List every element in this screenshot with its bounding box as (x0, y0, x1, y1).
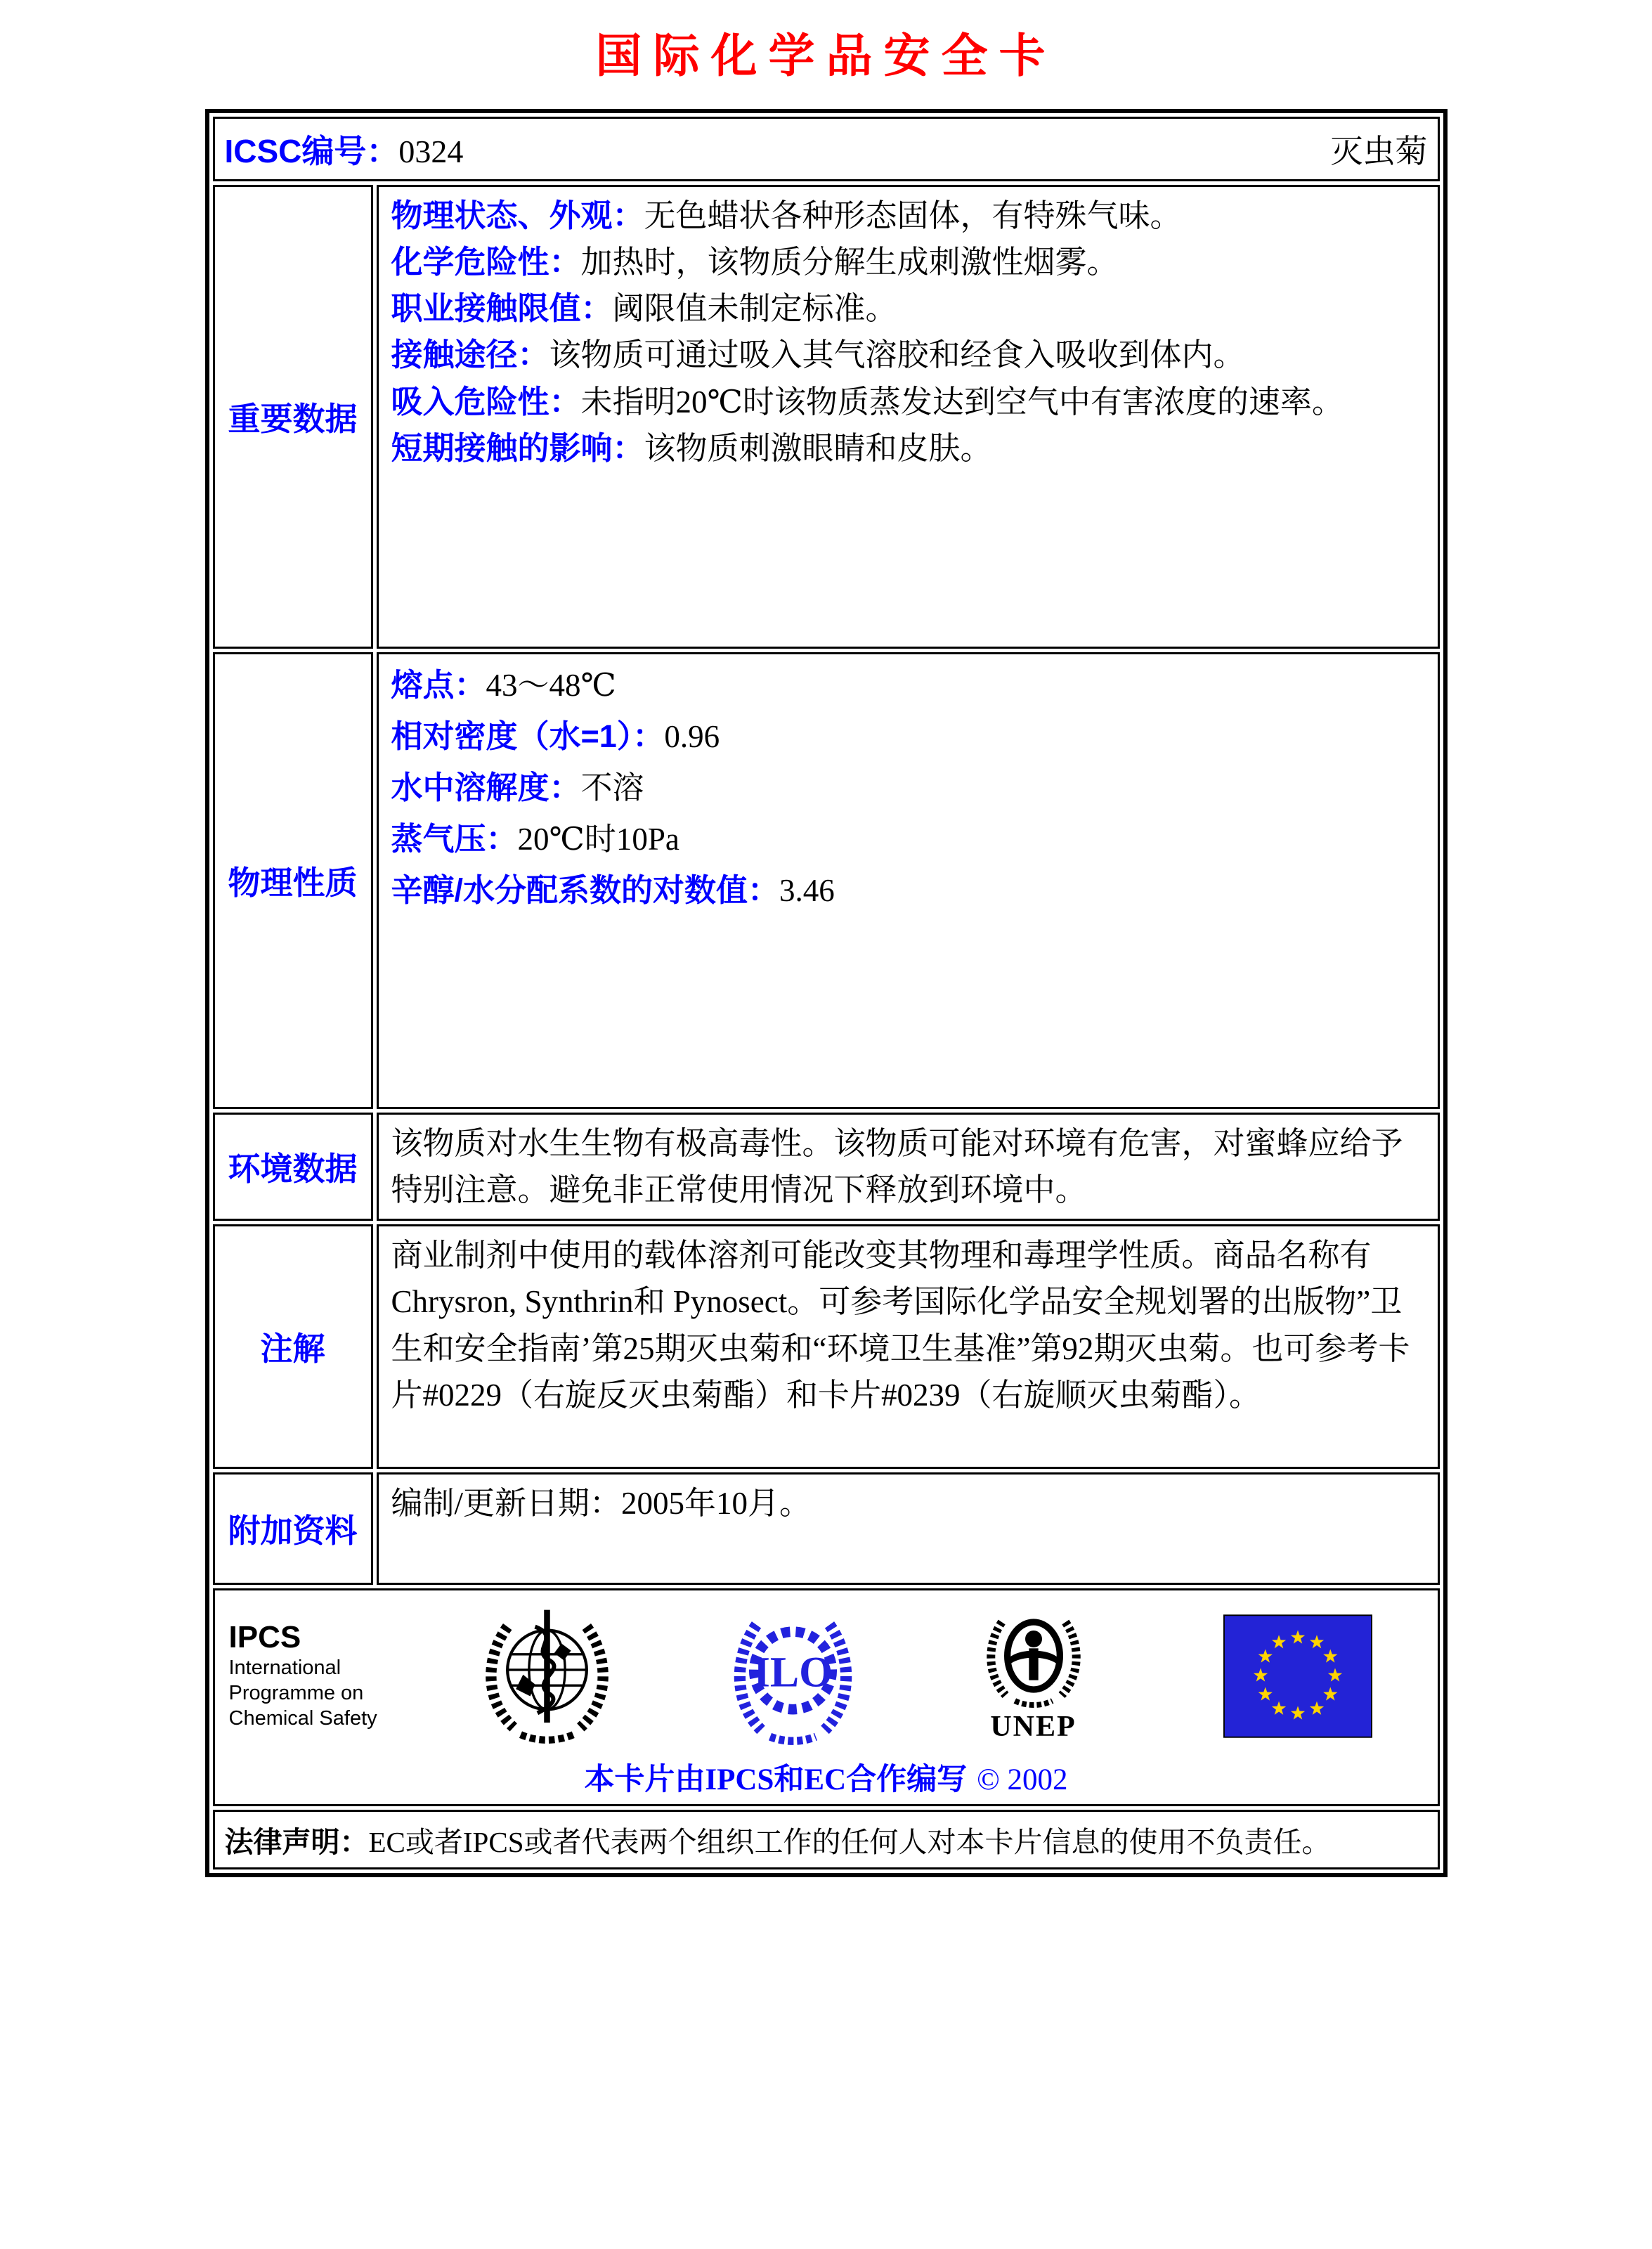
important-data-row (213, 185, 1440, 649)
chemical-name: 灭虫菊 (1330, 134, 1428, 169)
field-label: 辛醇/水分配系数的对数值： (391, 871, 780, 908)
field-value: 未指明20℃时该物质蒸发达到空气中有害浓度的速率。 (580, 384, 1344, 420)
ipcs-subtitle-line1: International (228, 1656, 342, 1679)
field-value: 阈限值未制定标准。 (612, 291, 897, 327)
notes-row (213, 1224, 1440, 1469)
footer-caption-year: © 2002 (977, 1763, 1068, 1797)
field-label: 水中溶解度： (391, 769, 581, 805)
unep-label: UNEP (990, 1710, 1077, 1743)
additional-info-label: 附加资料 (228, 1512, 358, 1550)
important-data-label-cell (213, 185, 373, 649)
logos-cell (213, 1588, 1440, 1806)
logos-row (213, 1588, 1440, 1806)
field-label: 物理状态、外观： (391, 197, 644, 233)
field-label: 接触途径： (391, 337, 549, 373)
field-value: 43～48℃ (486, 668, 616, 703)
icsc-number-group (225, 126, 464, 172)
notes-label: 注解 (260, 1330, 325, 1368)
environmental-data-row (213, 1113, 1440, 1221)
field-value: 0.96 (664, 718, 720, 754)
legal-cell (213, 1810, 1440, 1869)
ilo-letters: ILO (753, 1648, 833, 1697)
field-value: 无色蜡状各种形态固体，有特殊气味。 (644, 198, 1182, 233)
legal-text: EC或者IPCS或者代表两个组织工作的任何人对本卡片信息的使用不负责任。 (368, 1826, 1331, 1859)
icsc-number-label: ICSC编号： (224, 133, 399, 169)
additional-info-text: 编制/更新日期：2005年10月。 (391, 1486, 812, 1522)
eu-flag-icon (1223, 1614, 1372, 1738)
header-row (213, 117, 1440, 181)
physical-properties-label-cell (213, 652, 373, 1109)
environmental-data-text: 该物质对水生生物有极高毒性。该物质可能对环境有危害，对蜜蜂应给予特别注意。避免非正常使用情况下释放到环境中。 (391, 1126, 1403, 1208)
page-title: 国际化学品安全卡 (595, 31, 1057, 82)
unep-logo-icon (977, 1609, 1090, 1744)
notes-content (377, 1224, 1440, 1469)
ilo-logo-icon (724, 1602, 861, 1750)
physical-properties-content (377, 652, 1440, 1109)
ipcs-subtitle-line3: Chemical Safety (228, 1707, 377, 1730)
field-label: 短期接触的影响： (391, 429, 644, 466)
field-value: 3.46 (779, 872, 835, 908)
icsc-card-table (205, 109, 1448, 1877)
field-label: 熔点： (391, 667, 486, 703)
notes-label-cell (213, 1224, 373, 1469)
important-data-label: 重要数据 (228, 401, 358, 437)
additional-info-row (213, 1472, 1440, 1585)
field-label: 蒸气压： (391, 820, 518, 857)
field-value: 20℃时10Pa (517, 821, 679, 857)
environmental-data-content (377, 1113, 1440, 1221)
field-value: 不溶 (580, 770, 644, 805)
header-cell (213, 117, 1440, 181)
environmental-data-label: 环境数据 (228, 1151, 358, 1188)
field-label: 职业接触限值： (391, 290, 613, 327)
field-label: 吸入危险性： (391, 383, 581, 420)
ipcs-title: IPCS (228, 1620, 301, 1655)
notes-text: 商业制剂中使用的载体溶剂可能改变其物理和毒理学性质。商品名称有Chrysron, Synthrin和 Pynosect。可参考国际化学品安全规划署的出版物”卫生和安全指南’第25期灭虫菊和“环境卫生基准”第92期灭虫菊。也可参考卡片#0229（右旋反灭虫菊酯）和卡片#0239（右旋顺灭虫菊酯）。 (391, 1238, 1410, 1413)
additional-info-content (377, 1472, 1440, 1585)
field-value: 该物质刺激眼睛和皮肤。 (644, 430, 992, 466)
icsc-number-value: 0324 (398, 134, 464, 169)
footer-caption-text: 本卡片由IPCS和EC合作编写 (584, 1763, 968, 1797)
ipcs-text-block (222, 1621, 433, 1731)
legal-label: 法律声明： (224, 1826, 369, 1859)
who-logo-icon (475, 1600, 619, 1751)
field-value: 加热时，该物质分解生成刺激性烟雾。 (580, 245, 1119, 280)
footer-caption (222, 1756, 1431, 1798)
field-value: 该物质可通过吸入其气溶胶和经食入吸收到体内。 (549, 337, 1245, 373)
physical-properties-row (213, 652, 1440, 1109)
ipcs-subtitle-line2: Programme on (228, 1681, 364, 1704)
environmental-data-label-cell (213, 1113, 373, 1221)
field-label: 化学危险性： (391, 244, 581, 280)
field-label: 相对密度（水=1）： (391, 718, 665, 754)
additional-info-label-cell (213, 1472, 373, 1585)
physical-properties-label: 物理性质 (228, 864, 358, 901)
legal-row (213, 1810, 1440, 1869)
important-data-content (377, 185, 1440, 649)
